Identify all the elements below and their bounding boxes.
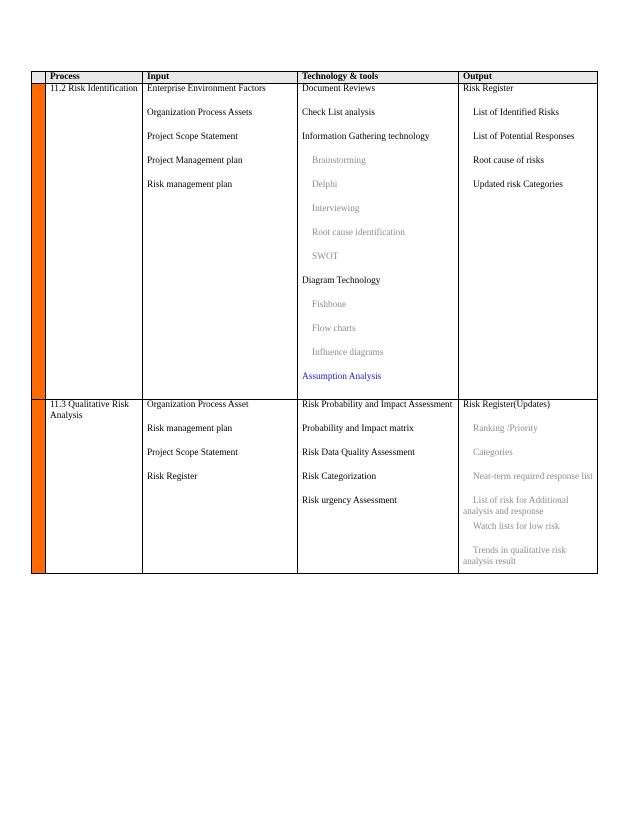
list-item: Risk Categorization [302,472,377,482]
list-item: Check List analysis [302,108,375,118]
list-subitem: List of Potential Responses [473,132,575,142]
output-cell [459,84,598,400]
list-subitem: Watch lists for low risk [473,522,560,532]
list-item: Project Scope Statement [147,132,238,142]
list-subitem: SWOT [312,252,339,262]
list-subitem: Root cause of risks [473,156,545,166]
header-process: Process [46,72,143,84]
tools-cell [298,400,459,574]
list-item: Risk Data Quality Assessment [302,448,415,458]
table-row [32,84,598,400]
list-item: Document Reviews [302,84,376,94]
list-item-highlight: Assumption Analysis [302,372,382,382]
list-item: Diagram Technology [302,276,381,286]
list-item: Organization Process Assets [147,108,253,118]
list-subitem: Ranking /Priority [473,424,538,434]
process-cell: 11.2 Risk Identification [46,84,143,400]
list-item: Organization Process Asset [147,400,249,410]
list-item: Project Management plan [147,156,243,166]
header-output: Output [459,72,598,84]
tools-cell [298,84,459,400]
list-subitem: Influence diagrams [312,348,384,358]
list-subitem: Near-term required response list [473,472,593,482]
header-input: Input [143,72,298,84]
list-item: Risk Register(Updates) [463,400,551,410]
list-subitem: Fishbone [312,300,347,310]
list-subitem: Updated risk Categories [473,180,563,190]
accent-bar [32,84,46,400]
table-header-row [32,72,598,84]
list-item: Enterprise Environment Factors [147,84,266,94]
list-item: Probability and Impact matrix [302,424,414,434]
header-bar-cell [32,72,46,84]
list-subitem: Interviewing [312,204,360,214]
list-subitem: List of risk for Additional analysis and response [463,496,569,517]
process-cell: 11.3 Qualitative Risk Analysis [46,400,143,574]
accent-bar [32,400,46,574]
header-tools: Technology & tools [298,72,459,84]
risk-process-table [31,71,598,574]
list-subitem: Brainstorming [312,156,366,166]
input-cell [143,84,298,400]
list-subitem: Categories [473,448,513,458]
list-subitem: Flow charts [312,324,356,334]
input-cell [143,400,298,574]
list-subitem: Delphi [312,180,338,190]
list-item: Project Scope Statement [147,448,238,458]
list-subitem: Trends in qualitative risk analysis result [463,546,566,567]
list-item: Risk Register [147,472,198,482]
table-row [32,400,598,574]
list-item: Risk Register [463,84,514,94]
list-item: Risk urgency Assessment [302,496,397,506]
list-subitem: Root cause identification [312,228,405,238]
output-cell [459,400,598,574]
list-item: Information Gathering technology [302,132,430,142]
list-subitem: List of Identified Risks [473,108,559,118]
list-item: Risk Probability and Impact Assessment [302,400,453,410]
list-item: Risk management plan [147,424,233,434]
list-item: Risk management plan [147,180,233,190]
